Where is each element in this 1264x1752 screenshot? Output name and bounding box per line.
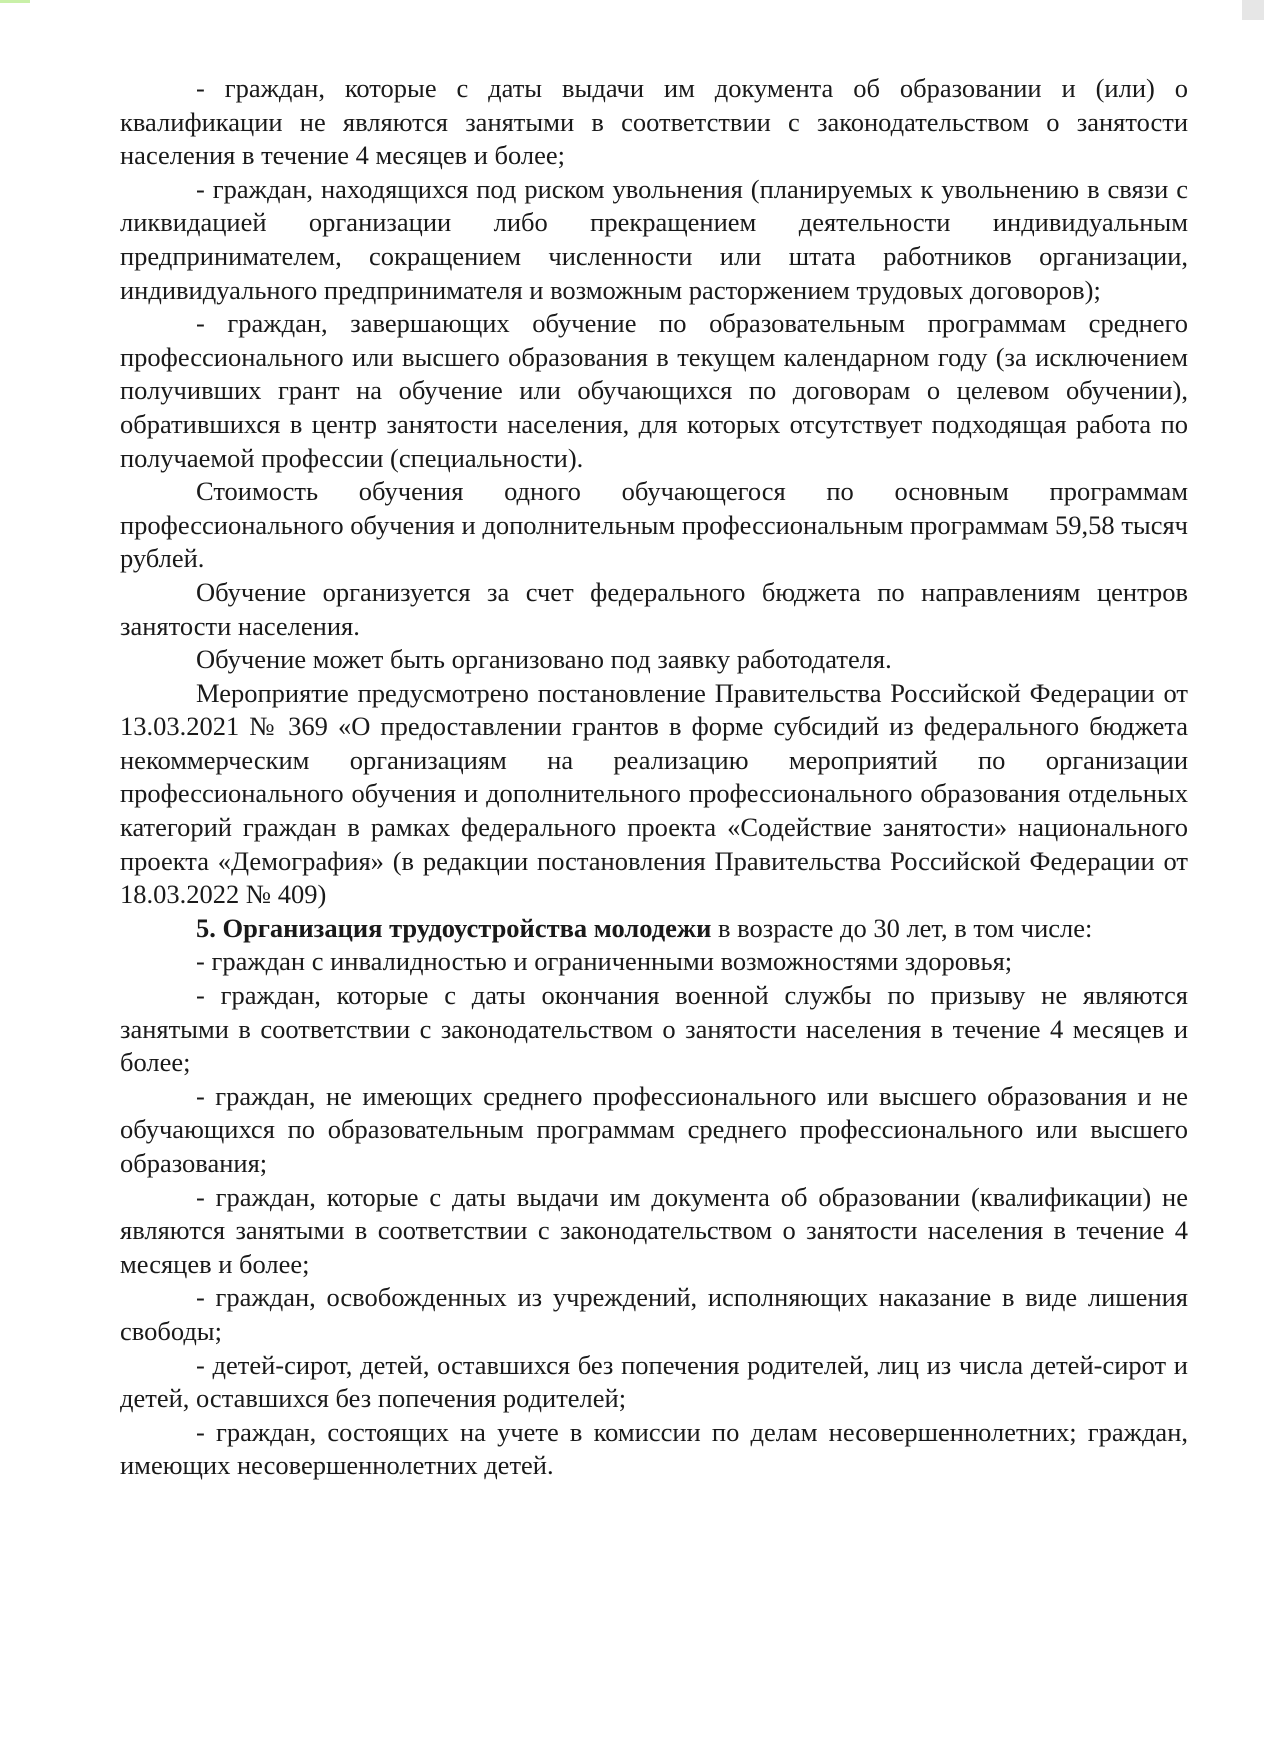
paragraph: - граждан, находящихся под риском увольнения (планируемых к увольнению в связи с ликвидацией организации либо прекращением деятельности индивидуальным предпринимателем, сокращением численности или штата работников организации, индивидуального предпринимателя и возможным расторжением трудовых договоров); <box>120 173 1188 305</box>
section-heading: 5. Организация трудоустройства молодежи <box>196 912 712 943</box>
paragraph: Обучение организуется за счет федерального бюджета по направлениям центров занятости населения. <box>120 576 1188 641</box>
paragraph: - граждан, которые с даты выдачи им документа об образовании и (или) о квалификации не являются занятыми в соответствии с законодательством о занятости населения в течение 4 месяцев и более; <box>120 73 1188 171</box>
paragraph: Обучение может быть организовано под заявку работодателя. <box>196 644 892 675</box>
paragraph: - граждан, завершающих обучение по образовательным программам среднего профессионального или высшего образования в текущем календарном году (за исключением получивших грант на обучение или обучающихся по договорам о целевом обучении), обратившихся в центр занятости населения, для которых отсутствует подходящая работа по получаемой профессии (специальности). <box>120 308 1188 473</box>
paragraph: - граждан, освобожденных из учреждений, исполняющих наказание в виде лишения свободы; <box>120 1282 1188 1346</box>
paragraph: - граждан, не имеющих среднего профессионального или высшего образования и не обучающихся по образовательным программам среднего профессионального или высшего образования; <box>120 1080 1188 1178</box>
paragraph: - детей-сирот, детей, оставшихся без попечения родителей, лиц из числа детей-сирот и детей, оставшихся без попечения родителей; <box>120 1349 1188 1414</box>
scan-edge-mark <box>0 0 30 3</box>
paragraph: - граждан, состоящих на учете в комиссии по делам несовершеннолетних; граждан, имеющих несовершеннолетних детей. <box>120 1416 1188 1481</box>
paragraph: Мероприятие предусмотрено постановление Правительства Российской Федерации от 13.03.2021 № 369 «О предоставлении грантов в форме субсидий из федерального бюджета некоммерческим организациям на реализацию мероприятий по организации профессионального обучения и дополнительного профессионального образования отдельных категорий граждан в рамках федерального проекта «Содействие занятости» национального проекта «Демография» (в редакции постановления Правительства Российской Федерации от 18.03.2022 № 409) <box>120 677 1188 910</box>
scan-corner-shade <box>1242 0 1264 20</box>
section-heading-paragraph: 5. Организация трудоустройства молодежи в возрасте до 30 лет, в том числе: <box>196 912 1093 943</box>
document-page <box>120 72 1188 1483</box>
paragraph: - граждан, которые с даты выдачи им документа об образовании (квалификации) не являются занятыми в соответствии с законодательством о занятости населения в течение 4 месяцев и более; <box>120 1181 1188 1279</box>
paragraph: - граждан, которые с даты окончания военной службы по призыву не являются занятыми в соответствии с законодательством о занятости населения в течение 4 месяцев и более; <box>120 980 1188 1078</box>
paragraph: Стоимость обучения одного обучающегося по основным программам профессионального обучения и дополнительным профессиональным программам 59,58 тысяч рублей. <box>120 476 1188 574</box>
paragraph: - граждан с инвалидностью и ограниченными возможностями здоровья; <box>196 946 1013 977</box>
